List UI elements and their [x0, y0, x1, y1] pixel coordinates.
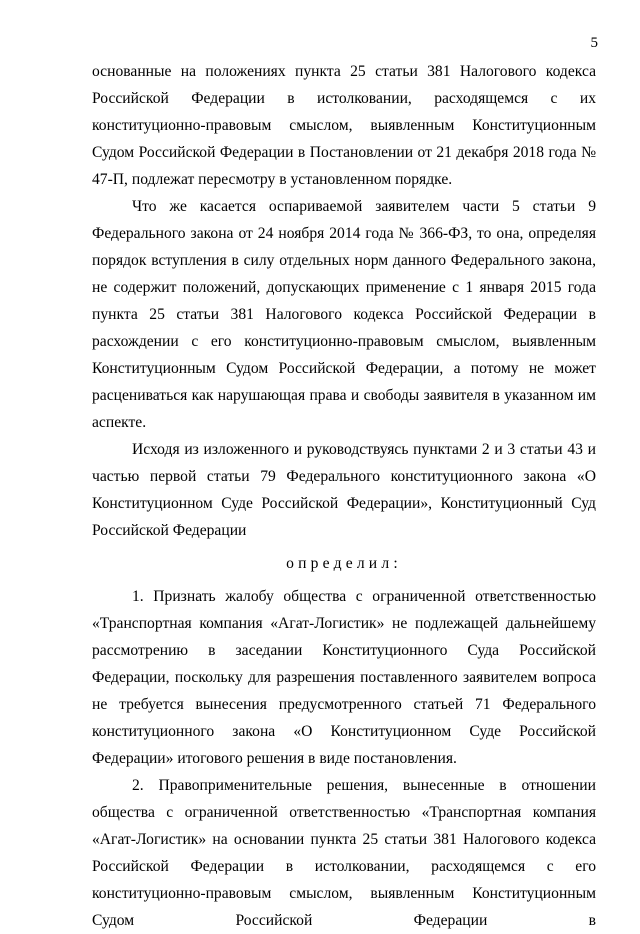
ruling-item-1: 1. Признать жалобу общества с ограниченной ответственностью «Транспортная компания «Агат-Логистик» не подлежащей дальнейшему рассмотрению в заседании Конституционного Суда Российской Федерации, поскольку для разрешения поставленного заявителем вопроса не требуется вынесения предусмотренного статьей 71 Федерального конституционного закона «О Конституционном Суде Российской Федерации» итогового решения в виде постановления. [92, 588, 596, 767]
paragraph-article-9: Что же касается оспариваемой заявителем части 5 статьи 9 Федерального закона от 24 ноября 2014 года № 366-ФЗ, то она, определяя порядок вступления в силу отдельных норм данного Федерального закона, не содержит положений, допускающих применение с 1 января 2015 года пункта 25 статьи 381 Налогового кодекса Российской Федерации в расхождении с его конституционно-правовым смыслом, выявленным Конституционным Судом Российской Федерации, а потому не может расцениваться как нарушающая права и свободы заявителя в указанном им аспекте. [92, 198, 596, 431]
paragraph-grounds: Исходя из изложенного и руководствуясь пунктами 2 и 3 статьи 43 и частью первой статьи 79 Федерального конституционного закона «О Конституционном Суде Российской Федерации», Конституционный Суд Российской Федерации [92, 441, 596, 539]
page-number: 5 [590, 35, 598, 51]
document-body [92, 58, 596, 934]
ruling-heading: определил: [286, 555, 402, 572]
ruling-item-2: 2. Правоприменительные решения, вынесенные в отношении общества с ограниченной ответственностью «Транспортная компания «Агат-Логистик» на основании пункта 25 статьи 381 Налогового кодекса Российской Федерации в истолковании, расходящемся с его конституционно-правовым смыслом, выявленным Конституционным Судом Российской Федерации в [92, 777, 596, 929]
paragraph-continuation: основанные на положениях пункта 25 статьи 381 Налогового кодекса Российской Федерации в истолковании, расходящемся с их конституционно-правовым смыслом, выявленным Конституционным Судом Российской Федерации в Постановлении от 21 декабря 2018 года № 47-П, подлежат пересмотру в установленном порядке. [92, 63, 596, 188]
